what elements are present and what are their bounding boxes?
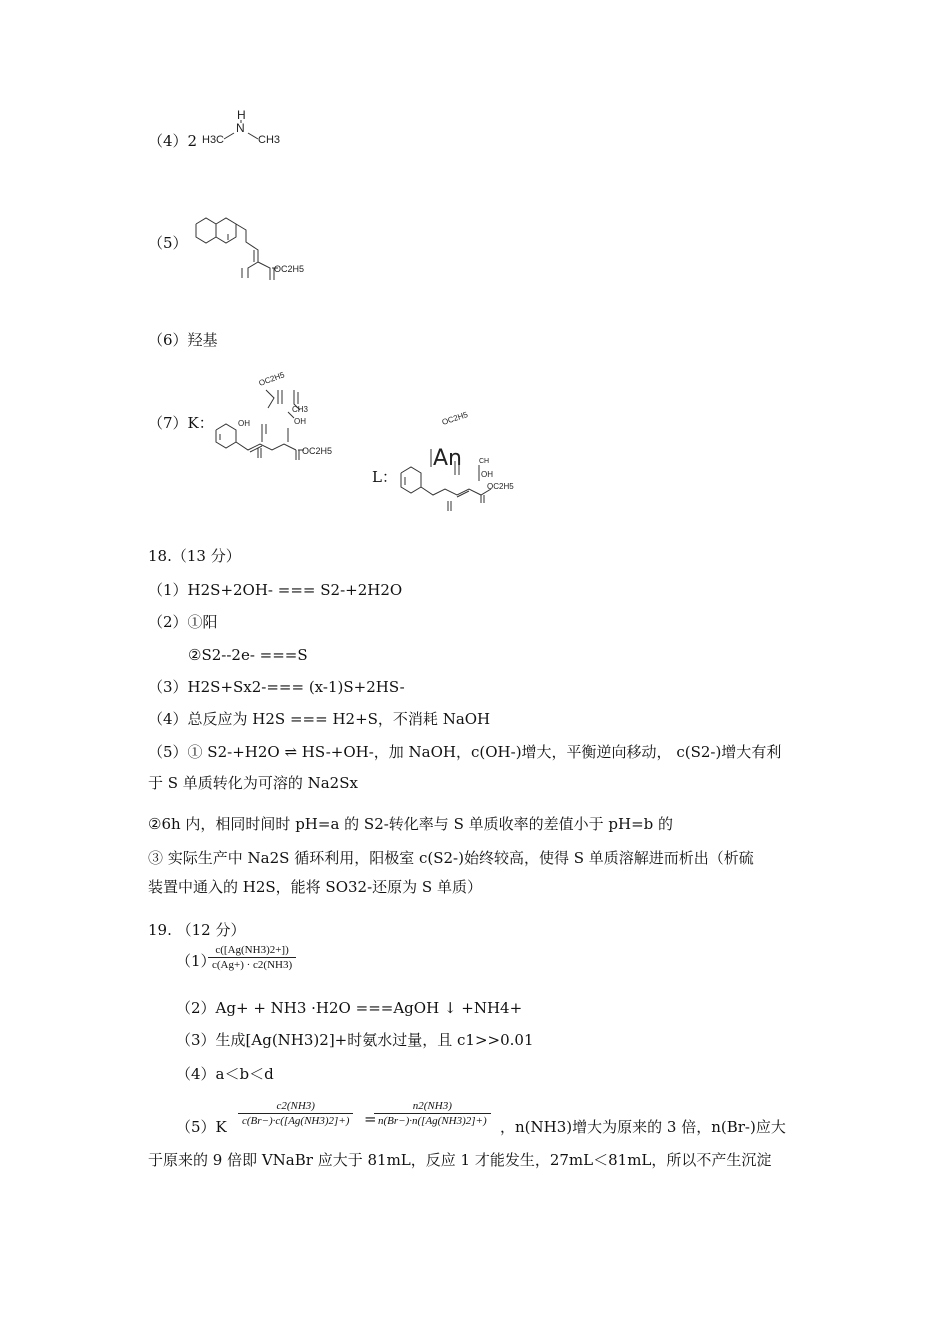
q18-answer-3: （3）H2S+Sx2-=== (x-1)S+2HS- — [148, 678, 405, 696]
q19-answer-5-f2-numerator: n2(NH3) — [412, 1100, 452, 1112]
q19-answer-5-equals: = — [364, 1110, 377, 1128]
struct-n: N — [236, 121, 245, 135]
q19-answer-5-f1-denominator: c(Br−)·c([Ag(NH3)2]+) — [238, 1113, 353, 1127]
q18-answer-2-2: ②S2--2e- ===S — [188, 646, 308, 664]
q19-answer-5-tail: ，n(NH3)增大为原来的 3 倍，n(Br-)应大 — [500, 1118, 786, 1136]
compound-l-label: L： — [372, 468, 397, 486]
l-oh: OH — [481, 470, 493, 479]
naphthyl-ester-structure — [182, 210, 322, 290]
q19-answer-5-fraction-1 — [238, 1100, 353, 1127]
compound-l-structure — [395, 405, 535, 515]
k-ch3: CH3 — [292, 405, 309, 414]
q18-answer-5-1b: 于 S 单质转化为可溶的 Na2Sx — [148, 774, 358, 792]
l-ch: CH — [479, 458, 490, 465]
q19-header: 19. （12 分） — [148, 921, 246, 939]
struct-ch3: CH3 — [258, 134, 281, 146]
q17-answer-6: （6）羟基 — [148, 331, 218, 349]
q19-answer-5-label: （5）K — [176, 1118, 227, 1136]
ester-group-label: OC2H5 — [274, 264, 305, 274]
q19-answer-5-f2-denominator: n(Br−)·n([Ag(NH3)2]+) — [374, 1113, 491, 1127]
q18-answer-1: （1）H2S+2OH- === S2-+2H2O — [148, 581, 403, 599]
compound-k-structure — [210, 368, 350, 463]
q18-answer-5-3: ③ 实际生产中 Na2S 循环利用，阳极室 c(S2-)始终较高，使得 S 单质溶解进而析出（析硫 — [148, 849, 754, 867]
q19-answer-1-label: （1） — [176, 952, 216, 970]
q17-answer-5-label: （5） — [148, 234, 188, 252]
l-ester-label: OC2H5 — [487, 482, 514, 491]
l-an-overlay: An — [433, 446, 462, 471]
k-oh-1: OH — [238, 419, 250, 428]
q18-answer-5-1: （5）① S2-+H2O ⇌ HS-+OH-，加 NaOH，c(OH-)增大，平衡逆向移动， c(S2-)增大有利 — [148, 743, 782, 761]
q19-answer-1-denominator: c(Ag+) · c2(NH3) — [208, 957, 296, 971]
q18-header: 18.（13 分） — [148, 547, 241, 565]
q17-answer-4-label: （4）2 — [148, 132, 198, 150]
q19-answer-3: （3）生成[Ag(NH3)2]+时氨水过量，且 c1>>0.01 — [176, 1031, 534, 1049]
struct-h3c: H3C — [202, 134, 225, 146]
q19-answer-5-fraction-2 — [374, 1100, 491, 1127]
q19-answer-5-line2: 于原来的 9 倍即 VNaBr 应大于 81mL，反应 1 才能发生，27mL＜81mL，所以不产生沉淀 — [148, 1151, 772, 1169]
q18-answer-2-1: （2）①阳 — [148, 613, 218, 631]
q17-answer-7-label: （7）K： — [148, 414, 214, 432]
q19-answer-1-numerator: c([Ag(NH3)2+]) — [215, 944, 289, 956]
q19-answer-5-f1-numerator: c2(NH3) — [276, 1100, 315, 1112]
q19-answer-4: （4）a＜b＜d — [176, 1065, 274, 1083]
q18-answer-4: （4）总反应为 H2S === H2+S，不消耗 NaOH — [148, 710, 491, 728]
k-oc2h5: OC2H5 — [257, 370, 286, 388]
l-oc2h5: OC2H5 — [440, 410, 469, 427]
q18-answer-5-2: ②6h 内，相同时间时 pH=a 的 S2-转化率与 S 单质收率的差值小于 pH=b 的 — [148, 815, 674, 833]
q19-answer-2: （2）Ag+ + NH3 ·H2O ===AgOH ↓ +NH4+ — [176, 999, 523, 1017]
k-ester-label: OC2H5 — [302, 446, 333, 456]
q19-answer-1-fraction — [208, 944, 296, 971]
k-oh-2: OH — [294, 417, 306, 426]
dimethylamine-structure — [200, 105, 290, 150]
struct-h: H — [237, 108, 246, 122]
q18-answer-5-3b: 装置中通入的 H2S，能将 SO32-还原为 S 单质） — [148, 878, 482, 896]
